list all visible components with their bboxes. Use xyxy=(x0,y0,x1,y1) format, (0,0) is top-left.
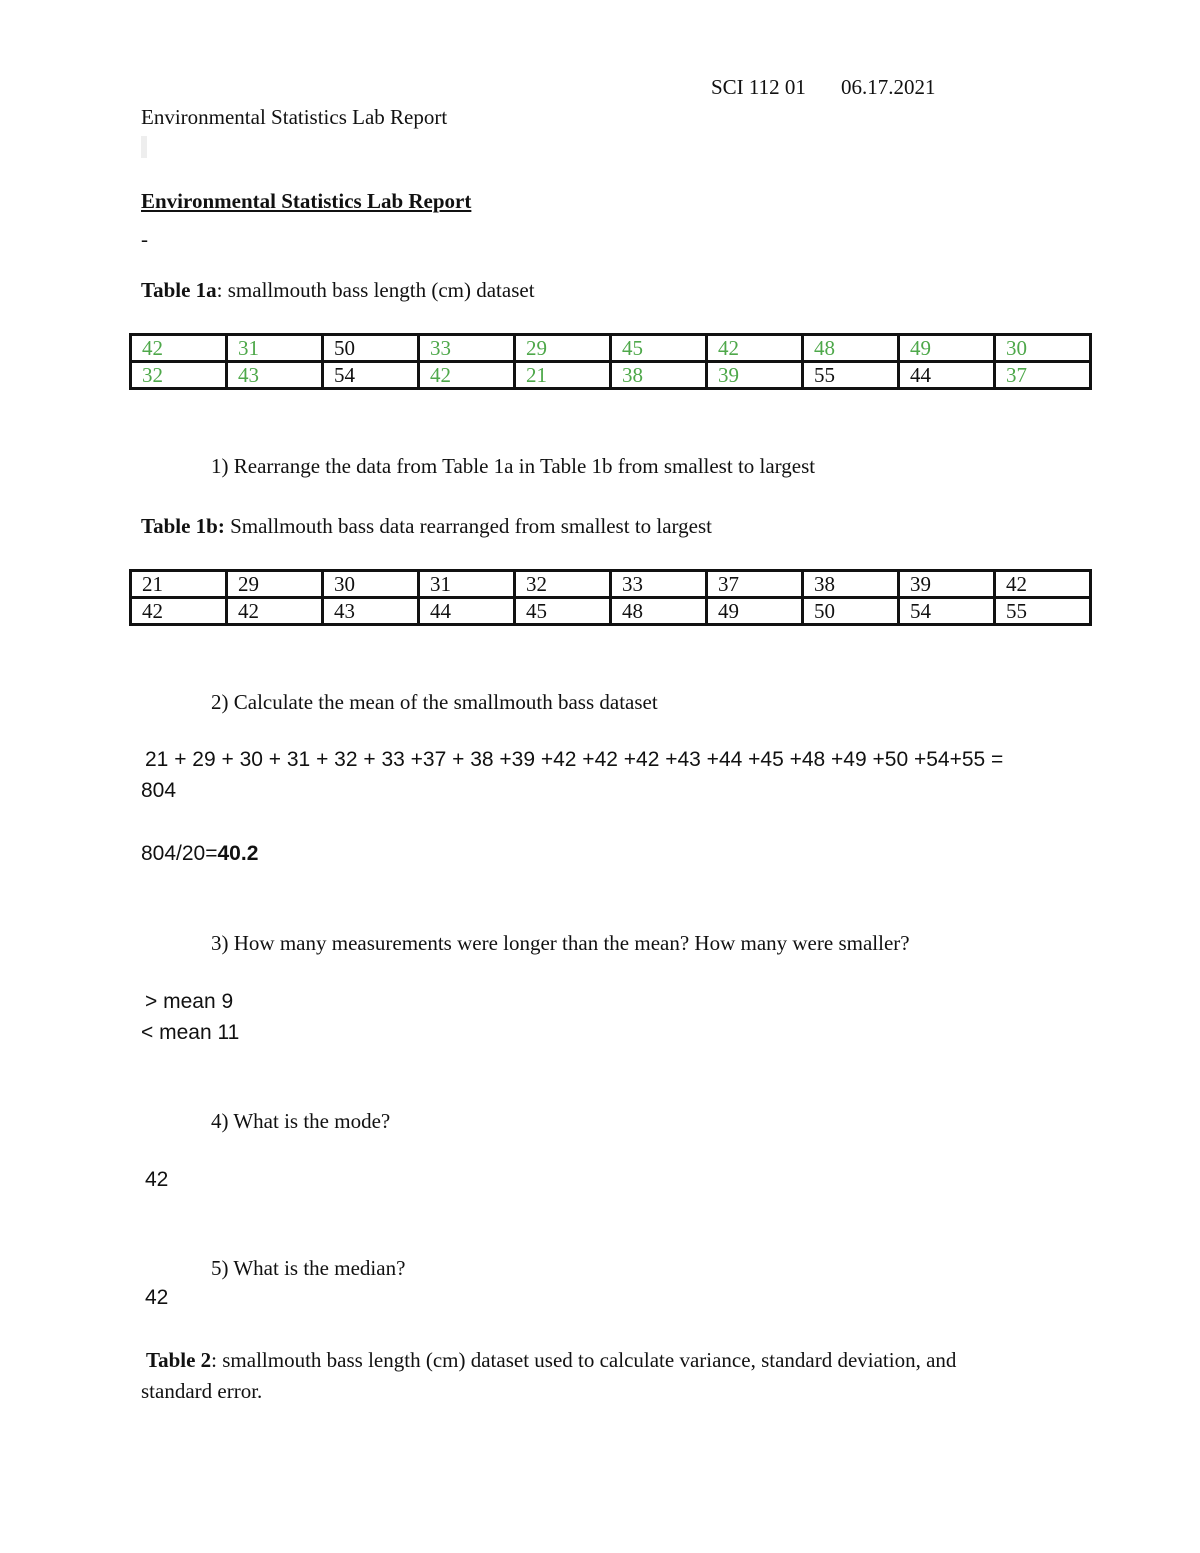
answer-4-mode: 42 xyxy=(145,1168,169,1191)
table-cell: 43 xyxy=(323,598,419,625)
table-cell: 54 xyxy=(899,598,995,625)
answer-5-median: 42 xyxy=(145,1286,169,1309)
question-1: 1) Rearrange the data from Table 1a in Table 1b from smallest to largest xyxy=(211,454,816,478)
mean-calculation xyxy=(141,840,258,868)
table-row xyxy=(131,335,1091,362)
table-cell: 49 xyxy=(707,598,803,625)
table-cell: 49 xyxy=(899,335,995,362)
text-cursor-mark xyxy=(141,136,147,158)
table-1a-caption xyxy=(141,277,535,303)
table-cell: 42 xyxy=(707,335,803,362)
table-cell: 31 xyxy=(419,571,515,598)
table-cell: 54 xyxy=(323,362,419,389)
table-1b-caption-text: Smallmouth bass data rearranged from smallest to largest xyxy=(224,514,712,538)
table-cell: 21 xyxy=(515,362,611,389)
question-5: 5) What is the median? xyxy=(211,1256,406,1280)
table-1a-caption-text: : smallmouth bass length (cm) dataset xyxy=(216,278,535,302)
question-3: 3) How many measurements were longer than the mean? How many were smaller? xyxy=(211,931,910,955)
table-1a-label: Table 1a xyxy=(141,278,217,302)
table-cell: 55 xyxy=(803,362,899,389)
table-1a xyxy=(129,333,1092,390)
table-1b-label: Table 1b: xyxy=(141,514,225,538)
table-cell: 43 xyxy=(227,362,323,389)
sum-expression: 21 + 29 + 30 + 31 + 32 + 33 +37 + 38 +39 +42 +42 +42 +43 +44 +45 +48 +49 +50 +54+55 = xyxy=(145,748,1004,771)
table-cell: 45 xyxy=(611,335,707,362)
table-row xyxy=(131,362,1091,389)
table-cell: 29 xyxy=(515,335,611,362)
table-2-caption-continued: standard error. xyxy=(141,1379,263,1403)
table-cell: 42 xyxy=(227,598,323,625)
table-cell: 42 xyxy=(995,571,1091,598)
table-cell: 38 xyxy=(611,362,707,389)
table-cell: 50 xyxy=(803,598,899,625)
table-cell: 37 xyxy=(995,362,1091,389)
table-cell: 44 xyxy=(419,598,515,625)
table-cell: 32 xyxy=(131,362,227,389)
table-cell: 39 xyxy=(899,571,995,598)
mean-value: 40.2 xyxy=(217,842,259,865)
document-title: Environmental Statistics Lab Report xyxy=(141,189,472,213)
table-row xyxy=(131,571,1091,598)
mean-expression: 804/20= xyxy=(141,842,218,865)
table-cell: 31 xyxy=(227,335,323,362)
table-1b xyxy=(129,569,1092,626)
table-cell: 42 xyxy=(131,598,227,625)
table-cell: 29 xyxy=(227,571,323,598)
answer-3-above-mean: > mean 9 xyxy=(145,990,234,1013)
table-cell: 37 xyxy=(707,571,803,598)
answer-3-below-mean: < mean 11 xyxy=(141,1021,240,1044)
question-2: 2) Calculate the mean of the smallmouth bass dataset xyxy=(211,690,658,714)
table-cell: 33 xyxy=(611,571,707,598)
table-2-label: Table 2 xyxy=(146,1348,212,1372)
table-2-caption-text: : smallmouth bass length (cm) dataset used to calculate variance, standard deviation, and xyxy=(211,1348,957,1372)
table-cell: 21 xyxy=(131,571,227,598)
table-cell: 39 xyxy=(707,362,803,389)
sum-result: 804 xyxy=(141,779,177,802)
table-1b-caption xyxy=(141,513,712,539)
table-cell: 32 xyxy=(515,571,611,598)
table-cell: 42 xyxy=(131,335,227,362)
report-date: 06.17.2021 xyxy=(841,75,936,99)
table-cell: 42 xyxy=(419,362,515,389)
table-cell: 38 xyxy=(803,571,899,598)
question-4: 4) What is the mode? xyxy=(211,1109,391,1133)
table-cell: 48 xyxy=(611,598,707,625)
table-cell: 30 xyxy=(995,335,1091,362)
table-cell: 48 xyxy=(803,335,899,362)
separator-dash: - xyxy=(141,227,148,251)
table-2-caption xyxy=(146,1347,956,1373)
table-cell: 44 xyxy=(899,362,995,389)
table-cell: 55 xyxy=(995,598,1091,625)
table-cell: 50 xyxy=(323,335,419,362)
table-cell: 33 xyxy=(419,335,515,362)
course-code: SCI 112 01 xyxy=(711,75,806,99)
running-title: Environmental Statistics Lab Report xyxy=(141,105,448,129)
table-row xyxy=(131,598,1091,625)
table-cell: 45 xyxy=(515,598,611,625)
table-cell: 30 xyxy=(323,571,419,598)
